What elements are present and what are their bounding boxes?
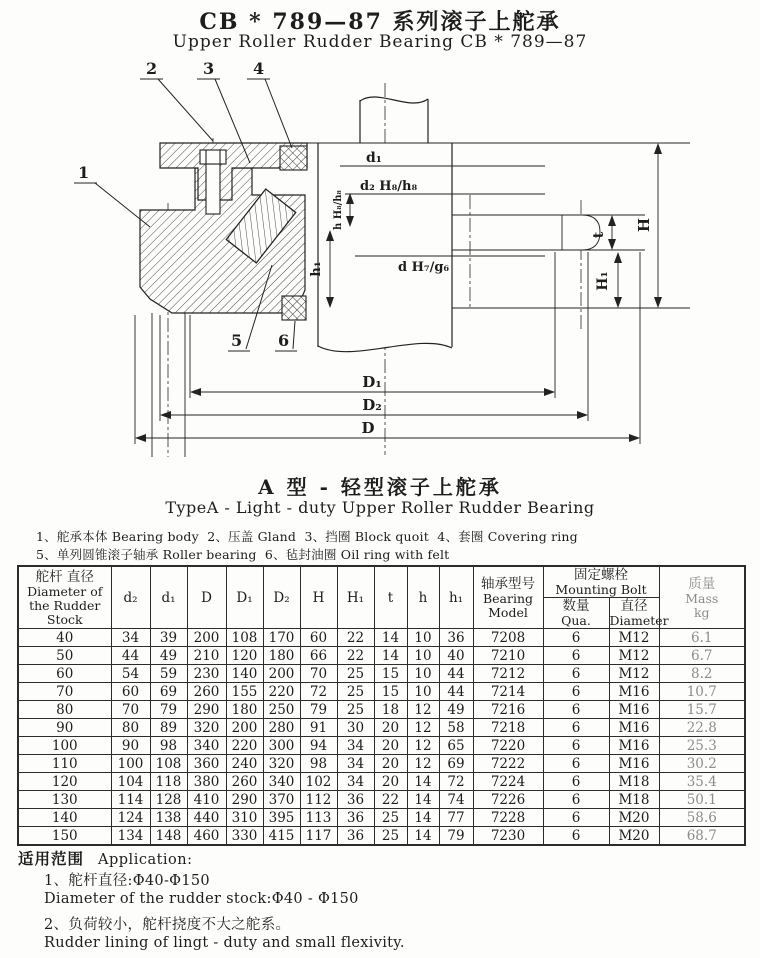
table-cell: M18 <box>609 791 659 809</box>
callout-5: 5 <box>231 331 243 350</box>
subtitle-en: TypeA - Light - duty Upper Roller Rudder Bearing <box>165 498 595 517</box>
table-cell: 36 <box>439 629 473 647</box>
table-cell: 134 <box>111 827 150 846</box>
table-cell: 89 <box>150 719 187 737</box>
table-cell: 7220 <box>473 737 543 755</box>
table-cell: 260 <box>226 773 263 791</box>
table-cell: 180 <box>263 647 300 665</box>
table-cell: 7228 <box>473 809 543 827</box>
table-cell: 70 <box>18 683 111 701</box>
table-cell: 39 <box>150 629 187 647</box>
table-cell: 138 <box>150 809 187 827</box>
table-cell: 290 <box>226 791 263 809</box>
dim-label-d1: d₁ <box>366 150 382 166</box>
dim-label-D: D <box>361 419 375 437</box>
table-cell: 15 <box>374 683 407 701</box>
table-cell: 6 <box>543 647 609 665</box>
table-cell: 22 <box>374 791 407 809</box>
col-header-D1: D₁ <box>226 566 263 629</box>
table-cell: M16 <box>609 737 659 755</box>
table-cell: 340 <box>187 737 226 755</box>
dim-label-d: d H₇/g₆ <box>398 260 450 275</box>
table-cell: 180 <box>226 701 263 719</box>
table-cell: 6 <box>543 719 609 737</box>
table-cell: 6 <box>543 773 609 791</box>
col-header-bolt-qty-zh: 数量 <box>562 598 590 614</box>
table-cell: 72 <box>300 683 337 701</box>
col-header-bearing-model-zh: 轴承型号 <box>481 575 535 592</box>
table-cell: M12 <box>609 665 659 683</box>
table-cell: 7226 <box>473 791 543 809</box>
table-cell: 40 <box>439 647 473 665</box>
table-cell: M20 <box>609 827 659 846</box>
table-cell: 6 <box>543 755 609 773</box>
spec-table <box>17 565 746 846</box>
dim-label-h1: h₁ <box>309 261 324 277</box>
technical-drawing <box>0 55 760 465</box>
table-cell: 66 <box>300 647 337 665</box>
table-cell: 74 <box>439 791 473 809</box>
table-cell: 200 <box>187 629 226 647</box>
table-cell: 90 <box>18 719 111 737</box>
parts-legend-line2: 5、单列圆锥滚子轴承 Roller bearing 6、毡封油圈 Oil ring with felt <box>36 547 450 562</box>
table-cell: 340 <box>263 773 300 791</box>
table-cell: 170 <box>263 629 300 647</box>
table-cell: 240 <box>226 755 263 773</box>
col-header-rudder-stock-zh: 舵杆 直径 <box>35 568 94 585</box>
table-cell: 80 <box>111 719 150 737</box>
application-heading <box>18 847 193 869</box>
table-cell: 320 <box>187 719 226 737</box>
table-cell: 50 <box>18 647 111 665</box>
table-cell: 14 <box>407 791 439 809</box>
table-cell: 79 <box>300 701 337 719</box>
table-cell: 70 <box>111 701 150 719</box>
table-cell: 72 <box>439 773 473 791</box>
table-row <box>18 683 745 701</box>
col-header-mass-zh: 质量 <box>688 575 716 592</box>
table-cell: 108 <box>150 755 187 773</box>
table-cell: 59 <box>150 665 187 683</box>
table-cell: 25 <box>337 683 374 701</box>
table-cell: 15.7 <box>659 701 745 719</box>
oil-felt-ring-section <box>282 296 306 320</box>
col-header-mass-unit: kg <box>693 604 710 620</box>
table-cell: 34 <box>337 737 374 755</box>
table-cell: 12 <box>407 737 439 755</box>
table-row <box>18 773 745 791</box>
table-cell: 91 <box>300 719 337 737</box>
table-row <box>18 755 745 773</box>
table-cell: 14 <box>374 647 407 665</box>
application-item1-zh: 1、舵杆直径:Φ40-Φ150 <box>44 873 210 889</box>
table-cell: 250 <box>263 701 300 719</box>
table-cell: 10 <box>407 647 439 665</box>
table-cell: 79 <box>150 701 187 719</box>
table-cell: 34 <box>111 629 150 647</box>
table-cell: 12 <box>407 755 439 773</box>
table-cell: 112 <box>300 791 337 809</box>
table-cell: 25.3 <box>659 737 745 755</box>
table-cell: 150 <box>18 827 111 846</box>
table-cell: 7224 <box>473 773 543 791</box>
table-cell: 54 <box>111 665 150 683</box>
table-cell: 22 <box>337 647 374 665</box>
table-cell: 155 <box>226 683 263 701</box>
table-cell: 8.2 <box>659 665 745 683</box>
table-cell: 290 <box>187 701 226 719</box>
table-cell: 200 <box>226 719 263 737</box>
table-cell: 7208 <box>473 629 543 647</box>
callout-4: 4 <box>253 59 265 78</box>
table-cell: 100 <box>111 755 150 773</box>
table-cell: 98 <box>300 755 337 773</box>
callout-6: 6 <box>278 331 290 350</box>
table-cell: 148 <box>150 827 187 846</box>
table-cell: 65 <box>439 737 473 755</box>
table-row <box>18 629 745 647</box>
col-header-mounting-bolt-zh: 固定螺栓 <box>574 567 628 583</box>
table-cell: 60 <box>300 629 337 647</box>
table-cell: 7230 <box>473 827 543 846</box>
table-row <box>18 719 745 737</box>
col-header-bolt-dia-zh: 直径 <box>620 598 648 614</box>
table-cell: 20 <box>374 737 407 755</box>
col-header-D2: D₂ <box>263 566 300 629</box>
table-cell: 415 <box>263 827 300 846</box>
table-cell: 10.7 <box>659 683 745 701</box>
table-cell: M16 <box>609 719 659 737</box>
table-cell: 69 <box>150 683 187 701</box>
table-cell: 113 <box>300 809 337 827</box>
table-cell: 300 <box>263 737 300 755</box>
col-header-mounting-bolt <box>543 566 659 598</box>
table-cell: 110 <box>18 755 111 773</box>
table-cell: 7214 <box>473 683 543 701</box>
table-row <box>18 647 745 665</box>
application-item2-zh: 2、负荷较小，舵杆挠度不大之舵系。 <box>44 917 291 933</box>
table-cell: 68.7 <box>659 827 745 846</box>
table-cell: 44 <box>439 665 473 683</box>
table-row <box>18 809 745 827</box>
table-cell: 44 <box>439 683 473 701</box>
table-cell: 260 <box>187 683 226 701</box>
table-cell: 14 <box>374 629 407 647</box>
dim-label-t: t <box>591 231 607 239</box>
table-cell: 360 <box>187 755 226 773</box>
table-cell: 310 <box>226 809 263 827</box>
table-cell: 7218 <box>473 719 543 737</box>
table-cell: 22.8 <box>659 719 745 737</box>
table-cell: 15 <box>374 665 407 683</box>
table-cell: 140 <box>226 665 263 683</box>
col-header-H: H <box>300 566 337 629</box>
table-header <box>18 566 745 629</box>
col-header-bolt-dia-en: Diameter <box>609 613 669 628</box>
col-header-D: D <box>187 566 226 629</box>
table-cell: 14 <box>407 809 439 827</box>
table-cell: 140 <box>18 809 111 827</box>
callout-3: 3 <box>203 59 215 78</box>
col-header-d1: d₁ <box>150 566 187 629</box>
table-cell: 7212 <box>473 665 543 683</box>
table-cell: 20 <box>374 773 407 791</box>
table-cell: 34 <box>337 755 374 773</box>
col-header-mass-en: Mass <box>685 590 719 606</box>
table-cell: 128 <box>150 791 187 809</box>
table-cell: 330 <box>226 827 263 846</box>
table-cell: 36 <box>337 791 374 809</box>
table-cell: 220 <box>226 737 263 755</box>
table-cell: 117 <box>300 827 337 846</box>
col-header-bolt-qty-en: Qua. <box>561 613 591 628</box>
table-cell: 40 <box>18 629 111 647</box>
table-cell: 35.4 <box>659 773 745 791</box>
table-cell: 320 <box>263 755 300 773</box>
application-heading-en: Application: <box>98 852 193 868</box>
table-cell: 230 <box>187 665 226 683</box>
table-cell: 60 <box>18 665 111 683</box>
table-cell: 6 <box>543 701 609 719</box>
table-cell: 58.6 <box>659 809 745 827</box>
table-cell: 30.2 <box>659 755 745 773</box>
table-cell: 6 <box>543 791 609 809</box>
table-cell: 6 <box>543 827 609 846</box>
table-cell: 18 <box>374 701 407 719</box>
table-cell: 79 <box>439 827 473 846</box>
table-cell: 380 <box>187 773 226 791</box>
table-cell: 44 <box>111 647 150 665</box>
table-cell: 22 <box>337 629 374 647</box>
table-cell: 10 <box>407 665 439 683</box>
table-cell: 36 <box>337 827 374 846</box>
table-cell: 114 <box>111 791 150 809</box>
col-header-bolt-dia <box>609 598 669 629</box>
col-header-rudder-stock-en: Diameter of the Rudder Stock <box>27 583 103 627</box>
callout-1: 1 <box>78 163 90 182</box>
application-item2-en: Rudder lining of lingt - duty and small flexivity. <box>44 935 405 951</box>
table-cell: 58 <box>439 719 473 737</box>
table-cell: 90 <box>111 737 150 755</box>
table-cell: M12 <box>609 647 659 665</box>
dim-label-h: h H₈/h₈ <box>333 190 344 230</box>
table-cell: M20 <box>609 809 659 827</box>
col-header-h: h <box>407 566 439 629</box>
table-cell: 10 <box>407 629 439 647</box>
table-cell: 120 <box>18 773 111 791</box>
table-cell: 118 <box>150 773 187 791</box>
dim-label-H1: H₁ <box>595 271 611 291</box>
table-cell: 108 <box>226 629 263 647</box>
table-cell: 124 <box>111 809 150 827</box>
table-cell: 100 <box>18 737 111 755</box>
col-header-h1: h₁ <box>439 566 473 629</box>
table-cell: 12 <box>407 719 439 737</box>
col-header-bearing-model <box>473 566 543 629</box>
col-header-bearing-model-en: Bearing Model <box>482 590 534 620</box>
table-cell: 102 <box>300 773 337 791</box>
table-cell: 6 <box>543 629 609 647</box>
table-cell: 7216 <box>473 701 543 719</box>
table-cell: 98 <box>150 737 187 755</box>
table-cell: 6 <box>543 809 609 827</box>
page-title-zh: CB * 789—87 系列滚子上舵承 <box>199 9 561 35</box>
table-cell: 80 <box>18 701 111 719</box>
table-cell: 104 <box>111 773 150 791</box>
table-cell: 25 <box>337 665 374 683</box>
table-cell: M18 <box>609 773 659 791</box>
table-cell: M16 <box>609 701 659 719</box>
table-cell: 20 <box>374 719 407 737</box>
subtitle-zh: A 型 - 轻型滚子上舵承 <box>258 475 502 499</box>
table-cell: 49 <box>150 647 187 665</box>
col-header-rudder-stock <box>18 566 111 629</box>
col-header-t: t <box>374 566 407 629</box>
table-cell: 370 <box>263 791 300 809</box>
table-cell: 30 <box>337 719 374 737</box>
table-cell: 6.1 <box>659 629 745 647</box>
covering-ring-section <box>280 146 307 170</box>
col-header-mounting-bolt-en: Mounting Bolt <box>555 582 647 597</box>
col-header-mass <box>659 566 745 629</box>
table-cell: 410 <box>187 791 226 809</box>
table-cell: 50.1 <box>659 791 745 809</box>
application-heading-zh: 适用范围 <box>18 849 85 868</box>
table-cell: 69 <box>439 755 473 773</box>
table-cell: 70 <box>300 665 337 683</box>
table-cell: 10 <box>407 683 439 701</box>
dim-label-D2: D₂ <box>362 396 382 414</box>
col-header-H1: H₁ <box>337 566 374 629</box>
table-cell: 120 <box>226 647 263 665</box>
table-cell: 7222 <box>473 755 543 773</box>
table-cell: 20 <box>374 755 407 773</box>
table-cell: 12 <box>407 701 439 719</box>
table-row <box>18 791 745 809</box>
table-cell: 7210 <box>473 647 543 665</box>
table-cell: 6 <box>543 737 609 755</box>
table-cell: 200 <box>263 665 300 683</box>
table-row <box>18 665 745 683</box>
table-cell: 460 <box>187 827 226 846</box>
table-cell: 60 <box>111 683 150 701</box>
application-item1-en: Diameter of the rudder stock:Φ40 - Φ150 <box>44 891 359 907</box>
table-row <box>18 827 745 846</box>
table-cell: 6 <box>543 683 609 701</box>
dim-label-D1: D₁ <box>362 373 382 391</box>
table-cell: 6 <box>543 665 609 683</box>
table-cell: 34 <box>337 773 374 791</box>
col-header-d2: d₂ <box>111 566 150 629</box>
table-cell: 130 <box>18 791 111 809</box>
table-row <box>18 737 745 755</box>
table-cell: 94 <box>300 737 337 755</box>
callout-2: 2 <box>146 59 158 78</box>
table-cell: 220 <box>263 683 300 701</box>
col-header-bolt-qty <box>543 598 609 629</box>
table-cell: 49 <box>439 701 473 719</box>
table-cell: 440 <box>187 809 226 827</box>
table-cell: M16 <box>609 755 659 773</box>
dim-label-d2: d₂ H₈/h₈ <box>360 179 418 194</box>
table-cell: 280 <box>263 719 300 737</box>
table-cell: 210 <box>187 647 226 665</box>
table-cell: 77 <box>439 809 473 827</box>
table-cell: M12 <box>609 629 659 647</box>
table-body <box>18 629 745 846</box>
parts-legend-line1: 1、舵承本体 Bearing body 2、压盖 Gland 3、挡圈 Block quoit 4、套圈 Covering ring <box>36 529 578 544</box>
table-cell: 25 <box>337 701 374 719</box>
table-cell: M16 <box>609 683 659 701</box>
table-cell: 36 <box>337 809 374 827</box>
dim-label-H: H <box>635 217 653 233</box>
table-cell: 395 <box>263 809 300 827</box>
table-row <box>18 701 745 719</box>
table-cell: 6.7 <box>659 647 745 665</box>
table-cell: 25 <box>374 809 407 827</box>
table-cell: 25 <box>374 827 407 846</box>
table-cell: 14 <box>407 827 439 846</box>
page-title-en: Upper Roller Rudder Bearing CB * 789—87 <box>172 32 588 52</box>
table-cell: 14 <box>407 773 439 791</box>
